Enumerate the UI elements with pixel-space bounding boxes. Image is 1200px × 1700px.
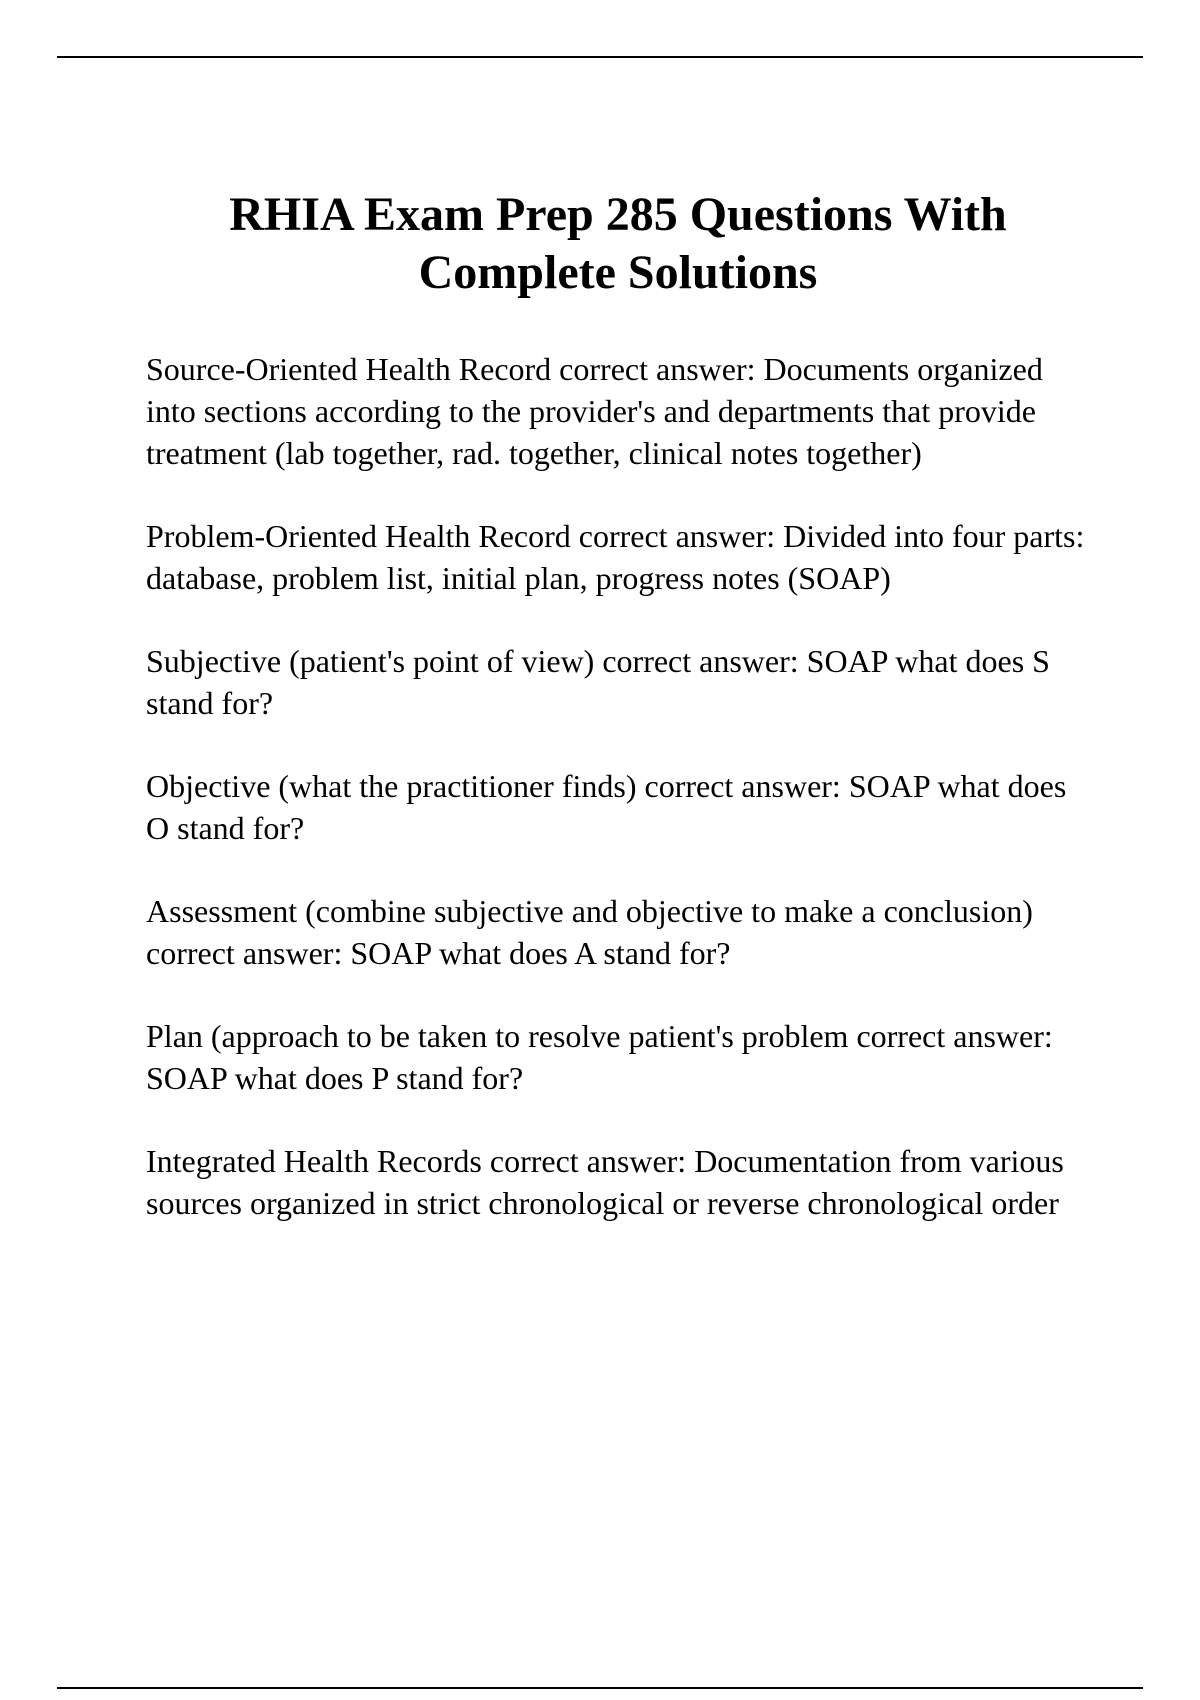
question-answer-list [146, 348, 1096, 1265]
title-line-1: RHIA Exam Prep 285 Questions With [229, 188, 1007, 241]
qa-entry-objective: Objective (what the practitioner finds) correct answer: SOAP what does O stand for? [146, 768, 1067, 846]
header-rule [57, 56, 1143, 58]
qa-entry-source-oriented: Source-Oriented Health Record correct answer: Documents organized into sections according to the provider's and departments that provide treatment (lab together, rad. together, clinical notes together) [146, 351, 1043, 471]
qa-entry-plan: Plan (approach to be taken to resolve patient's problem correct answer: SOAP what does P stand for? [146, 1018, 1053, 1096]
qa-entry-assessment: Assessment (combine subjective and objective to make a conclusion) correct answer: SOAP what does A stand for? [146, 893, 1033, 971]
qa-entry-problem-oriented: Problem-Oriented Health Record correct answer: Divided into four parts: database, problem list, initial plan, progress notes (SOAP) [146, 518, 1085, 596]
title-line-2: Complete Solutions [418, 246, 818, 299]
footer-rule [57, 1687, 1143, 1689]
qa-entry-subjective: Subjective (patient's point of view) correct answer: SOAP what does S stand for? [146, 643, 1050, 721]
document-title [120, 186, 1116, 302]
qa-entry-integrated: Integrated Health Records correct answer: Documentation from various sources organized in strict chronological or reverse chronological order [146, 1143, 1064, 1221]
